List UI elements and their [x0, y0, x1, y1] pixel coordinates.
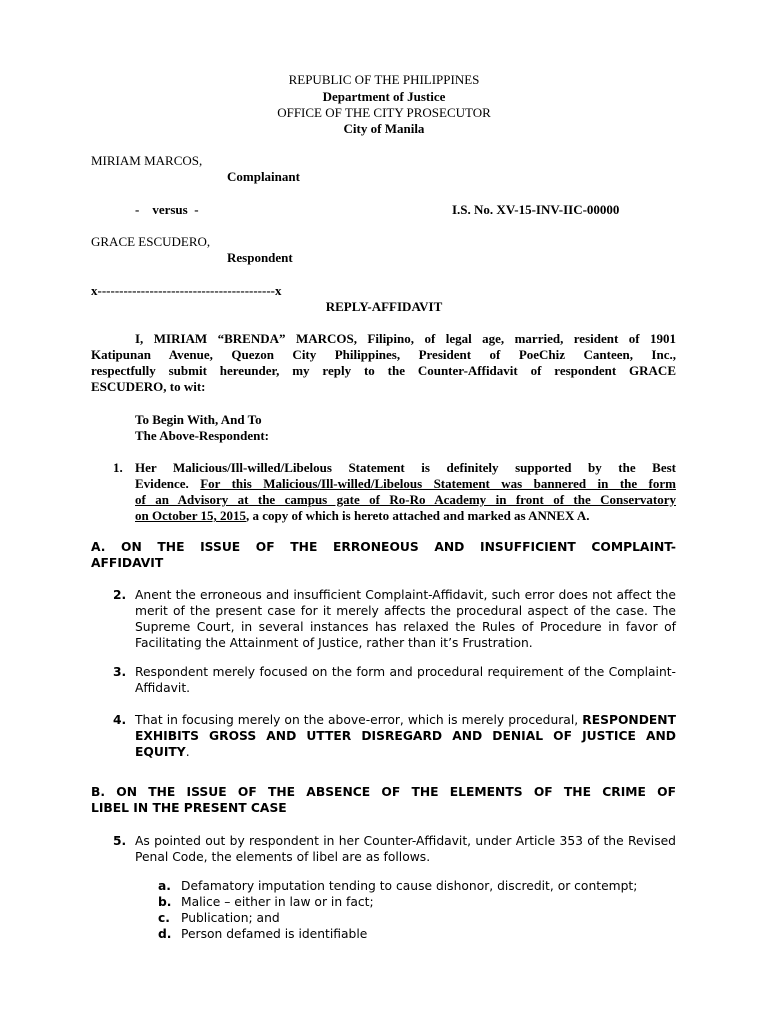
- paragraph-line: [135, 508, 590, 524]
- versus-label: - versus -: [135, 202, 199, 217]
- bold-text: EXHIBITS GROSS AND UTTER DISREGARD AND DENIAL OF JUSTICE AND: [135, 729, 676, 743]
- list-item: Person defamed is identifiable: [181, 927, 368, 941]
- paragraph-text: , a copy of which is hereto attached and marked as ANNEX A.: [245, 508, 590, 523]
- header-republic: REPUBLIC OF THE PHILIPPINES: [288, 72, 480, 87]
- paragraph-line: Anent the erroneous and insufficient Complaint-Affidavit, such error does not affect the: [135, 588, 676, 602]
- header-city: City of Manila: [343, 121, 425, 136]
- paragraph-line: Supreme Court, in several instances has relaxed the Rules of Procedure in favor of: [135, 620, 676, 634]
- underlined-text: of an Advisory at the campus gate of Ro-Ro Academy in front of the Conservatory: [135, 492, 676, 507]
- paragraph-text: Evidence.: [135, 476, 201, 491]
- paragraph-number: 1.: [113, 460, 123, 475]
- paragraph-text: .: [185, 745, 190, 759]
- paragraph-number: 3.: [113, 665, 127, 679]
- case-number: I.S. No. XV-15-INV-IIC-00000: [452, 202, 620, 217]
- caption-separator: x-----------------------------------------x: [91, 283, 282, 298]
- paragraph-line: As pointed out by respondent in her Counter-Affidavit, under Article 353 of the Revised: [135, 834, 676, 848]
- underlined-text: on October 15, 2015: [135, 508, 246, 523]
- list-item-letter: d.: [158, 927, 172, 941]
- paragraph-line: Her Malicious/Ill-willed/Libelous Statement is definitely supported by the Best: [135, 460, 676, 475]
- respondent-role: Respondent: [227, 250, 293, 265]
- paragraph-line: Affidavit.: [135, 681, 191, 695]
- complainant-role: Complainant: [227, 169, 300, 184]
- paragraph-number: 5.: [113, 834, 127, 848]
- header-department: Department of Justice: [322, 89, 446, 104]
- paragraph-line: [135, 476, 676, 492]
- list-item: Publication; and: [181, 911, 280, 925]
- section-b-heading-cont: LIBEL IN THE PRESENT CASE: [91, 801, 287, 815]
- intro-line: I, MIRIAM “BRENDA” MARCOS, Filipino, of legal age, married, resident of 1901: [135, 331, 676, 346]
- section-b-heading: B. ON THE ISSUE OF THE ABSENCE OF THE ELEMENTS OF THE CRIME OF: [91, 785, 676, 799]
- list-item: Defamatory imputation tending to cause dishonor, discredit, or contempt;: [181, 879, 638, 893]
- list-item-letter: b.: [158, 895, 172, 909]
- bold-text: RESPONDENT: [582, 713, 676, 727]
- section-a-heading-cont: AFFIDAVIT: [91, 556, 164, 570]
- header-office: OFFICE OF THE CITY PROSECUTOR: [277, 105, 491, 120]
- intro-line: Katipunan Avenue, Quezon City Philippines, President of PoeChiz Canteen, Inc.,: [91, 347, 676, 362]
- paragraph-text: That in focusing merely on the above-error, which is merely procedural,: [135, 713, 583, 727]
- section-a-heading: A. ON THE ISSUE OF THE ERRONEOUS AND INSUFFICIENT COMPLAINT-: [91, 540, 676, 554]
- intro-line: ESCUDERO, to wit:: [91, 379, 206, 394]
- intro-line: respectfully submit hereunder, my reply to the Counter-Affidavit of respondent GRACE: [91, 363, 676, 378]
- bold-text: EQUITY: [135, 745, 186, 759]
- paragraph-line: Facilitating the Attainment of Justice, rather than it’s Frustration.: [135, 636, 533, 650]
- respondent-name: GRACE ESCUDERO,: [91, 234, 211, 249]
- list-item-letter: c.: [158, 911, 170, 925]
- complainant-name: MIRIAM MARCOS,: [91, 153, 203, 168]
- document-title: REPLY-AFFIDAVIT: [325, 299, 443, 314]
- paragraph-number: 2.: [113, 588, 127, 602]
- list-item-letter: a.: [158, 879, 171, 893]
- salutation-line: The Above-Respondent:: [135, 428, 269, 443]
- list-item: Malice – either in law or in fact;: [181, 895, 374, 909]
- salutation-line: To Begin With, And To: [135, 412, 262, 427]
- paragraph-line: Penal Code, the elements of libel are as follows.: [135, 850, 431, 864]
- paragraph-line: merit of the present case for it merely affects the procedural aspect of the case. The: [135, 604, 676, 618]
- paragraph-line: [135, 713, 676, 727]
- paragraph-line: [135, 745, 190, 759]
- paragraph-line: Respondent merely focused on the form and procedural requirement of the Complaint-: [135, 665, 676, 679]
- paragraph-number: 4.: [113, 713, 127, 727]
- underlined-text: For this Malicious/Ill-willed/Libelous Statement was bannered in the form: [200, 476, 676, 491]
